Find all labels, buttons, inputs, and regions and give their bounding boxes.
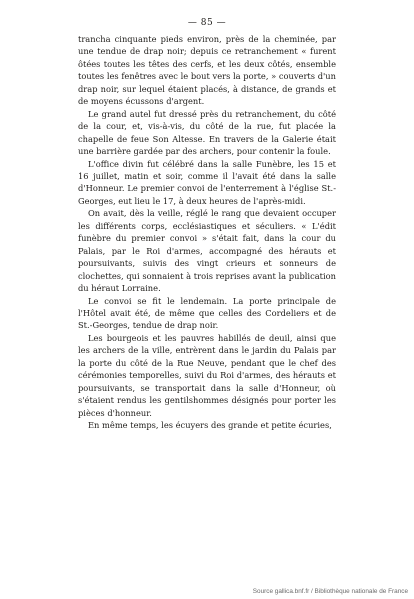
paragraph: Le grand autel fut dressé près du retranchement, du côté de la cour, et, vis-à-vis, du côté de la rue, fut placée la chapelle de feue Son Altesse. En travers de la Galerie était une barrière gardée par des archers, pour contenir la foule. — [78, 108, 336, 157]
source-credit: Source gallica.bnf.fr / Bibliothèque nationale de France — [252, 588, 408, 595]
paragraph: tranchа cinquante pieds environ, près de la cheminée, par une tendue de drap noir; depuis ce retranchement « furent ôtées toutes les têtes des cerfs, et les deux côtés, ensemble toutes les fenêtres avec le bout vers la porte, » couverts d'un drap noir, sur lequel étaient placés, à distance, de grands et de moyens écussons d'argent. — [78, 34, 336, 107]
paragraph: L'office divin fut célébré dans la salle Funèbre, les 15 et 16 juillet, matin et soir, comme il l'avait été dans la salle d'Honneur. Le premier convoi de l'enterrement à l'église St.-Georges, eut lieu le 17, à deux heures de l'après-midi. — [78, 158, 336, 206]
paragraph: Le convoi se fit le lendemain. La porte principale de l'Hôtel avait été, de même que celles des Cordeliers et de St.-Georges, tendue de drap noir. — [78, 295, 336, 331]
paragraph: Les bourgeois et les pauvres habillés de deuil, ainsi que les archers de la ville, entrèrent dans le jardin du Palais par la porte du côté de la Rue Neuve, pendant que le chef des cérémonies temporelles, suivi du Roi d'armes, des hérauts et poursuivants, se transportait dans la salle d'Honneur, où s'étaient rendus les gentilshommes désignés pour porter les pièces d'honneur. — [78, 332, 336, 418]
body-text — [78, 33, 336, 432]
paragraph: On avait, dès la veille, réglé le rang que devaient occuper les différents corps, ecclésiastiques et séculiers. « L'édit funèbre du premier convoi » s'était fait, dans la cour du Palais, par le Roi d'armes, accompagné des hérauts et poursuivants, suivis des vingt crieurs et sonneurs de clochettes, qui sonnaient à trois reprises avant la publication du héraut Lorraine. — [78, 208, 336, 294]
paragraph: En même temps, les écuyers des grande et petite écuries, — [88, 420, 332, 431]
page-number: — 85 — — [187, 18, 227, 28]
